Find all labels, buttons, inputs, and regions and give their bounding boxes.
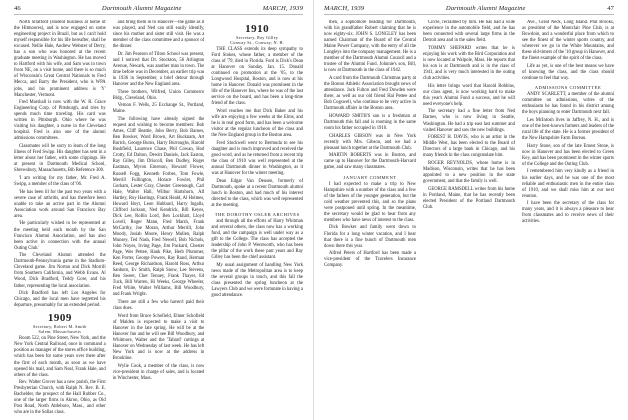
class-secretary-line: Secretary, Robert M. Smith xyxy=(32,324,87,330)
paragraph: Dick Bradford has left Los Angeles for Chicago, and the local men have regretted his departure, presumably for an extended period. xyxy=(14,291,106,309)
paragraph: I had expected to make a trip to New Hampshire with a number of the class and a few of the fathers of the younger generation, but the cold weather prevented this, and so the plans were postponed until spring. In the meantime, the secretary would be glad to hear from any members who have news of interest to the class. xyxy=(324,181,416,223)
class-year: 1909 xyxy=(47,312,72,325)
section-heading: THE DOROTHY OSLER ARCHIVES xyxy=(214,212,300,217)
column xyxy=(522,20,614,420)
page-number: 46 xyxy=(14,5,21,12)
paragraph: Dick Bowker and family went down to Florida for a long winter vacation, and I hear that there is a fine bunch of Dartmouth men down there this year. xyxy=(324,225,416,249)
paragraph: Harry Stone, son of the late Ernest Stone, is now in Hanover and has been elected to Green Key, and has been prominent in the winter sports of the College and the Outing Club. xyxy=(522,143,614,167)
running-header xyxy=(324,5,614,15)
paragraph: Life as yet, is one of the best means we have of knowing the class, and the class should continue to feel that way. xyxy=(522,63,614,82)
paragraph: The secretary had a fine letter from Ned Barnes, who is now living in Seattle, Washington. He had a trip east last summer and visited Hanover and saw the new buildings. xyxy=(423,109,515,133)
paragraph: Classmates will be sorry to learn of the long illness of Fred Swipp. His daughter has sent in a letter about her father, with some clippings. He at present in Dartmouth Medical School, Shrewsbury, Massachusetts, Bib Reference 300. xyxy=(14,144,106,174)
paragraph: FOREST H. DAVIS, who is an artist in the Middle West, has been elected to the Board of Directors of a large bank in Chicago, and his many friends in the class congratulate him. xyxy=(423,135,515,159)
column xyxy=(113,20,205,420)
paragraph: There are still a few who haven't paid their class dues. xyxy=(112,300,205,312)
paragraph: Rev. Walter Grover has a new parish, the First Presbyterian Church, with Ralph N. Rev. B. E. Bachelder, the prospect of the Hall Rubber Co., one of the larger firms in Akron, Ohio, as Old Post Road, North Attleboro, Mass., and other who are in the Sollas class. xyxy=(14,380,106,416)
page-number: 47 xyxy=(607,5,614,12)
paragraph: The following have already signed the request and wishing to become members: Bob Ames, Cliff Beattie, John Berry, Bob Barnes, Ben Bowker, Ward Brown, Art Bucknam, Art Burtch, George Burns, Harry Burroughs, Harold Bushfield, Laurence Chase, Phil Cowan, Hod Crotty, Ed Dalton, Dewitt Daniels, Jack Easton, Ray Gilley, Jim Driscoll, Ben Dudley, Roger Eastman, Myron Emerson, Howard Flower, Russell Fogg, Kenneth Forbes, Tom Fowle, Merrill Fullington, Horace Fowler, Phil Gorham, Lester Gray, Chester Greenough, Carl Hale, Walter Hall, Wilbur Hartshorn, Alf Hartley, Roy Hastings, Frank Heald, Al Holmes, Howard Hoyt, Leon Hubbard, Harry Ingalls, Clifford Jackson, Ned Kendrick, Bill Keyes, Dick Lee, Rollin Lord, Ben Lockhart, Lloyd Lovell, Roger Mann, Fred Marsh, Frank McCarthy, Joe Moran, Arthur Merrill, John Moody, Josiah Moore, Henry Mullen, Ralph Munsey, Ted Nash, Fred Newell, Bob Nichols, John Noyes, Irving Page, Jim Packard, Chester Page, Wes Pettee, Hank Pike, Herb Plummer, Ken Porter, George Powers, Ray Rand, Herman Reed, George Richardson, Harold Ross, Arthur Sanborn, Ev Smith, Ralph Snow, Lee Stevens, Ben Sweet, Chet Tenney, Frank Thayer, Ed Tuck, Bill Warren, Hi Weeks, George Wheeler, Fred White, Walter Williams, Bill Woodbury, and Frank Wright. xyxy=(112,117,205,298)
paragraph: HOWARD SMITH'S son is a freshman at Dartmouth this fall and is rooming in the same room his father occupied in 1910. xyxy=(324,113,416,131)
paragraph: CHARLES GIBSON was in New York recently with Mrs. Gibson, and we had a pleasant lunch together at the Dartmouth Club. xyxy=(324,133,416,151)
journal-title: Dartmouth Alumni Magazine xyxy=(445,5,526,12)
column xyxy=(14,20,106,420)
paragraph: and through all the efforts of Harry Whitman and several others, the class now has a working fund, and the campaign is well under way as a gift to the College. The class has accepted the leadership of John P. Wentworth, who has been the pillar of the work these past years and Ray Gilley has been the chief assistant. xyxy=(211,219,303,261)
class-heading xyxy=(211,23,303,45)
paragraph: I have been the secretary of the class for many years, and it is always a pleasure to hear from classmates and to receive news of their activities. xyxy=(522,201,614,225)
paragraph: TOMMY SHEPARD writes that he is enjoying his work with the Bird Corporation and is now located at Walpole, Mass. He reports that his son is at Dartmouth and is in the class of 1941, and is very much interested in the outing club activities. xyxy=(423,45,515,82)
paragraph: then, a sophomore heading for Dartmouth, with his grandfather Robert claiming that he is now eighty-six. JOHN S. LONGLEY has been named Chairman of the Board of the Central Maine Power Company, with the entry of all the Longleys into the company management. He is a member of the Dartmouth Alumni Council and a trustee of the Alumni Fund. Johnnie's son, Bill, is now at Dartmouth in the class of 1942. xyxy=(324,20,416,74)
paragraph: Dean Edgar Van Deusen, formerly of Dartmouth, spoke at a recent Dartmouth alumni lunch in Boston, and had much of his interest directed to the class, which was well represented at the meeting. xyxy=(211,178,303,208)
paragraph: Fred Stockwell went to Bermuda to see his daughter and is much improved and received the good word, and as he returned from a recent trip the class of 1910 was well represented at the annual Dartmouth dinner in Washington, as it was at Hanover for the winter meeting. xyxy=(211,140,303,177)
paragraph: Word reaches me that Dick Baker and his wife are enjoying a few weeks at the Elms, and he is in real good form, and has been a welcome visitor at the regular luncheon of the class and the New England group in the Boston area. xyxy=(211,109,303,139)
paragraph: North Stratford (student business at home of the Hitmoores), and is now engaged on some engineering project in Brazil, but as I can't hold myself responsible for his life hereafter, shall be excused. Nellie Hale, Andrew Webster of Derry, has a son who was honored at the recent graduate meeting in Washington. He has moved to Hartford with his wife, and Sam was in town from NE, on a visit home, and there is so much of Wisconsin's Great Central Nationals to Fred Mecca, and Barry the President, who is WPA jobs, and his prominent address is 'Y' Manchester, Vermont. xyxy=(14,20,106,98)
class-heading xyxy=(14,312,106,334)
paragraph: GEORGE RAMSDELL writes from his home in Portland, Maine, that he has recently been elected President of the Portland Dartmouth Club. xyxy=(423,186,515,210)
section-heading: ADMISSIONS COMMITTEE xyxy=(534,85,602,91)
column xyxy=(423,20,515,420)
issue-date: MARCH, 1939 xyxy=(324,5,365,12)
paragraph: I remembered him very kindly as a friend in his earlier days, and he was one of the most reliable and enthusiastic men in the entire class of 1910, and we shall miss him at our next reunion. xyxy=(522,169,614,199)
issue-date: MARCH, 1939 xyxy=(262,5,303,12)
paragraph: Fred Marshall is now with the W. R. Grace Engineering Corp. of Pittsburgh, and tries by spends much time traveling. His card was written in Pittsburgh. Ohio where he was visiting his daughter, a nurse in the Cleveland hospital. Fred is also one of the alumni admissions committees. xyxy=(14,100,106,142)
section-heading: JANUARY COMMENT xyxy=(343,174,397,180)
paragraph: Ave., Great Neck, Long Island. Phil Brooks, as president of the Montclair Pine Club, is at Bowdoin, and a wonderful place from which to see the finest of the winter sports country, and wherever we go in the White Mountains, and these old-timers of the '10 group in Hanover, and the finest example of the spirit of the class. xyxy=(522,20,614,62)
paragraph: My usual assignment of handling New York news made of the Metropolitan area is to keep the several groups in touch, and this fall the class presented the spring luncheon at the Lawyers Club and we were fortunate in having a good attendance. xyxy=(211,262,303,299)
paragraph: THE CLASS extends its deep sympathy to Ford Stokes, whose father, a member of the class of '79, died in Florida. Ford is Dick's Dean at Hanover on Sunday. Jan. 15. Donald continued on promotion at the '05, to the Longwood Hospital, Boston, and is now at his home in Hanover. Donald was prominent in the life of the Hanover Inn, where he was of the last service on the board, and has been a long-time friend of the class. xyxy=(211,47,303,107)
paragraph: Room 522, on Pine Street, New York, and the New York Central Railroad, once in command a position as manager of the stores office building, which has been for some years over there after the first of each month, as soon as we have opened his mail, and Sam Neal, Frank Hale, and others of the class. xyxy=(14,336,106,378)
journal-title: Dartmouth Alumni Magazine xyxy=(101,5,182,12)
right-page xyxy=(314,0,628,420)
text-columns xyxy=(324,20,614,420)
paragraph: 'He has been ill for the past two years with a severe case of arthritis, and has therefore been unable to take an active part in the Alumni Association work around San Francisco Bay area. xyxy=(14,189,106,219)
paragraph: Alfred Peters of Hartford has been made a vice-president of the Travelers Insurance Company. xyxy=(324,251,416,269)
class-secretary-line: Salem, Massachusetts xyxy=(38,329,82,335)
paragraph: ROGER REYNOLDS, whose home is in Madison, Wisconsin, writes that he has been appointed to a new position in the state government, and that the family is well. xyxy=(423,161,515,185)
paragraph: Word from Bruce Schofield, Elmer Schofield of Malden is expected to make a visit to Hanover in the late spring. He will be at the Hanover Inn and he will see Bill Woodbury, and Whitmore, Walter and the 'Tabard' cuttings at Hanover on Wednesday of last week. He has left New York and is now at the address in Brookline. xyxy=(112,313,205,362)
class-secretary-line: Secretary, Ray Gilley xyxy=(236,35,279,40)
class-secretary-line: Conway St., Conway, N. H. xyxy=(230,40,285,45)
text-columns xyxy=(14,20,303,420)
paragraph: 'I am writing for my father, Mr. Fred A. Swipp, a member of the class of '06. xyxy=(14,175,106,187)
paragraph: and bring them in to Hanover—the game as it was played, and Ned can still easily identify, since his mother and sister still visit. He was a member of the class committee and a sponsor of the dinner. xyxy=(112,20,205,50)
column xyxy=(324,20,416,420)
paragraph: A card from the Dartmouth Christmas party at the Boston Athletic Association brought news of attendance. Jack Fulton and Fred Dowden were there, as well as our old friend Hal Pettee and Bob Cogswell, who continue to be very active in Dartmouth affairs in the Boston area. xyxy=(324,76,416,112)
paragraph: ANDY SCARLETT, a member of the alumni committee on admissions, writes of the enthusiasm he has found in his district among the boys planning to enter Dartmouth next fall. xyxy=(522,92,614,116)
class-year: 1910 xyxy=(245,23,270,35)
paragraph: Circle, reclaimed by him. He has had a wide experience in the automobile field, and he has been connected with several large firms in the Detroit area and in the sales field. xyxy=(423,20,515,44)
column xyxy=(211,20,303,420)
paragraph: 'He particularly wished to be represented at the meeting held each month by the San Francisco Alumni Association, and has also been active in connection with the annual Outing Club.' xyxy=(14,221,106,251)
paragraph: Les McIntosh lives in Jaffrey, N. H., and is one of the best-known farmers and leaders of the rural life of the state. He is a former president of the New Hampshire Farm Bureau. xyxy=(522,117,614,142)
paragraph: Vernon F. Wells, 25 Exchange St., Portland, Maine. xyxy=(112,103,205,115)
paragraph: Dr. Jim Pearson of Tilton School was present, and I noticed that Dr. Stockton, 56 Arlington Avenue, Newark, was another man in town. The time before was in December, an earlier trip was in 1936 in September, a brief detour through Hanover and the New England area. xyxy=(112,51,205,88)
paragraph: Three brothers, Wilfred, Union Commerce Bldg., Cleveland, Ohio. xyxy=(112,89,205,101)
paragraph: Wylie Cook, a member of the class, is now vice-president in charge of sales, and is located in Winchester, Mass. xyxy=(112,363,205,381)
paragraph: MARTIN ROBERTS was in Boston, and came up to Hanover for the Dartmouth-Harvard game, and saw many classmates. xyxy=(324,153,416,171)
paragraph: The Cleveland Alumni attended the Dartmouth-Pennsylvania game in the Stadium-Cleveland game. Jim Norton and Dick Morrill from Southern California, and Webb Evans. Al Wood, Dick Bradford, Teddy Gore, and his father, representing the local association. xyxy=(14,253,106,289)
running-header xyxy=(14,5,303,15)
paragraph: His letter brings word that Harold Robbins, our class agent, is now working hard to make this year's Alumni Fund a success, and he will need everyone's help. xyxy=(423,83,515,107)
